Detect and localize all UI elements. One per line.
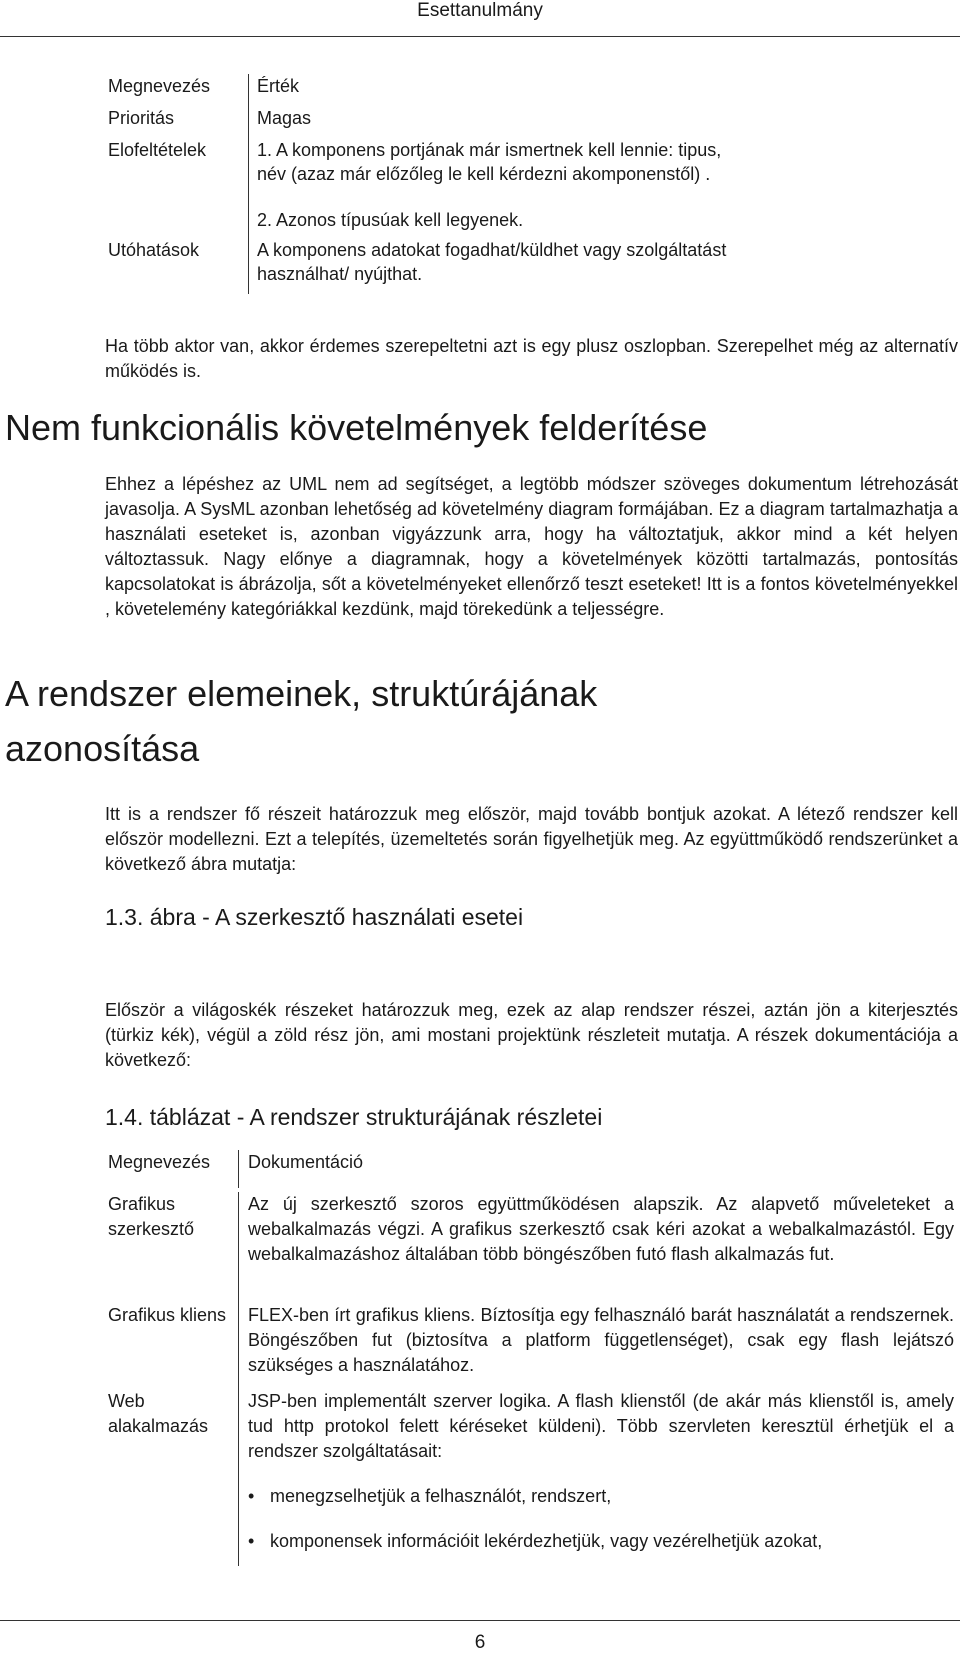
paragraph: Itt is a rendszer fő részeit határozzuk meg először, majd tovább bontjuk azokat. A létező rendszer kell először modellezni. Ezt a telepítés, üzemeltetés során figyelhetjük meg. Az együttműködő rendszerünket a következő ábra mutatja: <box>105 804 958 874</box>
column-header-name: Megnevezés <box>108 1152 211 1172</box>
row-name: Web alakalmazás <box>108 1391 209 1436</box>
table-header-row <box>108 1150 954 1188</box>
table-row <box>108 1303 954 1389</box>
list-item: • menegzselhetjük a felhasználót, rendszert, <box>248 1484 954 1509</box>
row-doc: JSP-ben implementált szerver logika. A flash klienstől (de akár más klienstől is, amely tud http protokol felett kéréseket küldeni). Több szervleten keresztül érhetjük el a rendszer szolgáltatásait: <box>248 1391 954 1461</box>
row-value: Magas <box>257 108 312 128</box>
table-header-row <box>108 74 746 106</box>
table-row <box>108 1389 954 1566</box>
section-heading: A rendszer elemeinek, struktúrájának azonosítása <box>5 673 598 769</box>
list-item: 1. A komponens portjának már ismertnek kell lennie: tipus, név (azaz már előzőleg le kell kérdezni akomponenstől) . <box>257 140 722 184</box>
table-caption: 1.4. táblázat - A rendszer strukturájának részletei <box>105 1104 603 1130</box>
header-rule <box>0 36 960 37</box>
paragraph: Ha több aktor van, akkor érdemes szerepeltetni azt is egy plusz oszlopban. Szerepelhet még az alternatív működés is. <box>105 336 958 381</box>
section-heading: Nem funkcionális követelmények felderítése <box>5 407 708 448</box>
page-number: 6 <box>474 1632 486 1653</box>
row-name: Grafikus kliens <box>108 1305 227 1325</box>
table-row <box>108 238 746 294</box>
row-name: Elofeltételek <box>108 140 207 160</box>
page-header-title: Esettanulmány <box>417 0 543 21</box>
row-name: Prioritás <box>108 108 175 128</box>
requirement-table <box>108 74 746 294</box>
bullet-icon: • <box>248 1486 255 1506</box>
structure-table <box>108 1150 954 1566</box>
paragraph: Először a világoskék részeket határozzuk meg, ezek az alap rendszer részei, aztán jön a kiterjesztés (türkiz kék), végül a zöld rész jön, ami mostani projektünk részleteit mutatja. A részek dokumentációja a következő: <box>105 1000 958 1070</box>
row-doc: FLEX-ben írt grafikus kliens. Bíztosítja egy felhasználó barát használatát a rendszernek. Böngészőben fut (biztosítva a platform függetlenséget), csak egy flash lejátszó szükséges a használatához. <box>248 1305 954 1375</box>
row-doc: Az új szerkesztő szoros együttműködésen alapszik. Az alapvető műveleteket a webalkalmazás végzi. A grafikus szerkesztő csak kéri azokat a webalkalmazástól. Egy webalkalmazáshoz általában több böngészőben futó flash alkalmazás fut. <box>248 1194 954 1264</box>
column-header-value: Érték <box>257 76 300 96</box>
row-name: Utóhatások <box>108 240 200 260</box>
footer-rule <box>0 1620 960 1621</box>
table-row <box>108 138 746 238</box>
row-name: Grafikus szerkesztő <box>108 1194 195 1239</box>
table-row <box>108 106 746 138</box>
list-item: 2. Azonos típusúak kell legyenek. <box>257 210 524 230</box>
row-value: A komponens adatokat fogadhat/küldhet vagy szolgáltatást használhat/ nyújthat. <box>257 240 727 284</box>
paragraph: Ehhez a lépéshez az UML nem ad segítséget, a legtöbb módszer szöveges dokumentum létrehozását javasolja. A SysML azonban lehetőség ad követelmény diagram formájában. Ez a diagram tartalmazhatja a használati eseteket is, azonban vigyázzunk arra, hogy ha változtatjuk, akkor mind a két helyen változtassuk. Nagy előnye a diagramnak, hogy a követelmények közötti tartalmazás, pontosítás kapcsolatokat is ábrázolja, sőt a követelményeket ellenőrző teszt eseteket! Itt is a fontos követelményekkel , követelemény kategóriákkal kezdünk, majd törekedünk a teljességre. <box>105 474 958 619</box>
bullet-icon: • <box>248 1531 255 1551</box>
table-row <box>108 1188 954 1303</box>
list-item: • komponensek információit lekérdezhetjük, vagy vezérelhetjük azokat, <box>248 1529 954 1554</box>
column-header-name: Megnevezés <box>108 76 211 96</box>
column-header-doc: Dokumentáció <box>248 1152 364 1172</box>
figure-caption: 1.3. ábra - A szerkesztő használati esetei <box>105 904 524 930</box>
